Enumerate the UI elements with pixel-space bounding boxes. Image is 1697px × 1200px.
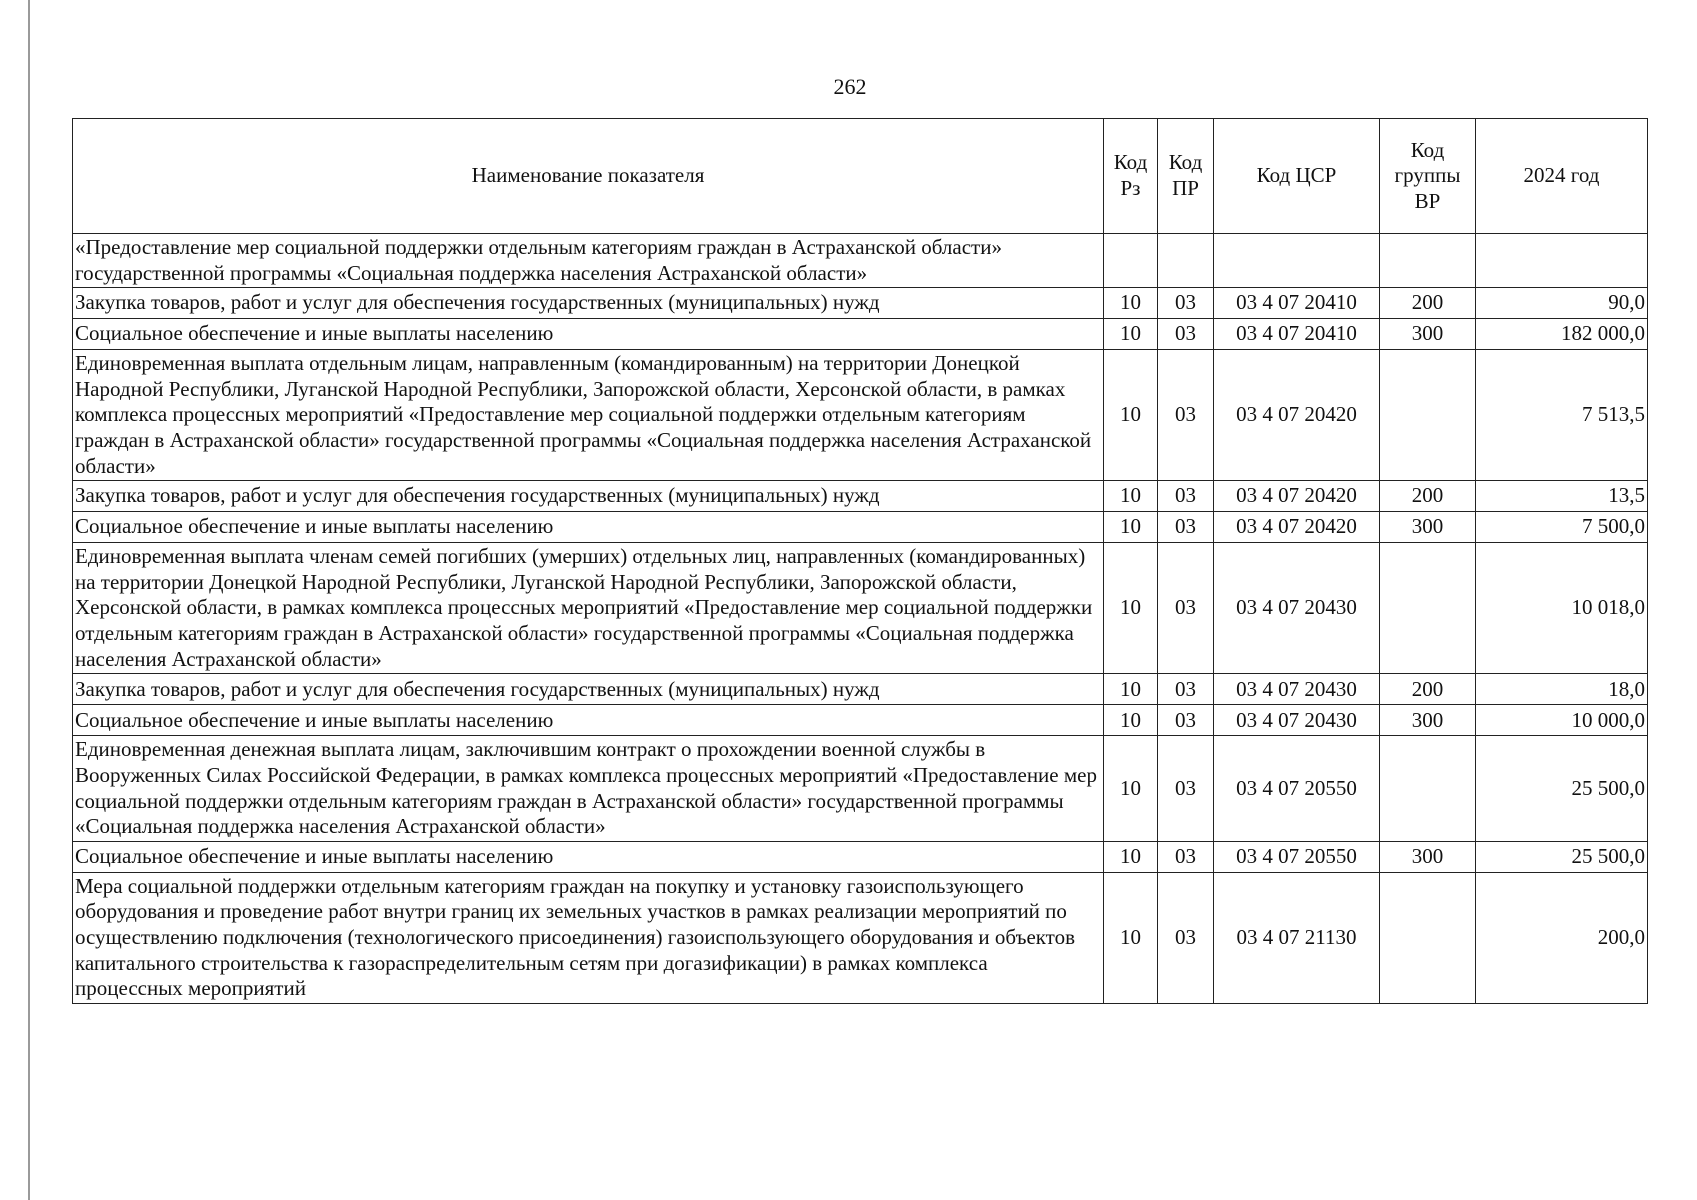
row-name-cell: Мера социальной поддержки отдельным категориям граждан на покупку и установку газоиспользующего оборудования и проведение работ внутри границ их земельных участков в рамках реализации мероприятий по осуществлению подключения (технологического присоединения) газоиспользующего оборудования и объектов капитального строительства к газораспределительным сетям при догазификации) в рамках комплекса процессных мероприятий bbox=[73, 872, 1104, 1003]
row-value-cell: 10 000,0 bbox=[1476, 705, 1648, 736]
row-value-cell: 25 500,0 bbox=[1476, 736, 1648, 841]
row-name-cell: Социальное обеспечение и иные выплаты населению bbox=[73, 705, 1104, 736]
table-row bbox=[73, 705, 1648, 736]
table-row bbox=[73, 350, 1648, 481]
row-csr-cell: 03 4 07 20420 bbox=[1214, 512, 1380, 543]
row-name-cell: Социальное обеспечение и иные выплаты населению bbox=[73, 841, 1104, 872]
row-csr-cell: 03 4 07 20410 bbox=[1214, 288, 1380, 319]
row-pr-cell: 03 bbox=[1158, 319, 1214, 350]
row-name-cell: «Предоставление мер социальной поддержки отдельным категориям граждан в Астраханской области» государственной программы «Социальная поддержка населения Астраханской области» bbox=[73, 234, 1104, 288]
row-pr-cell: 03 bbox=[1158, 674, 1214, 705]
row-name-cell: Единовременная выплата отдельным лицам, направленным (командированным) на территории Донецкой Народной Республики, Луганской Народной Республики, Запорожской области, Херсонской области, в рамках комплекса процессных мероприятий «Предоставление мер социальной поддержки отдельным категориям граждан в Астраханской области» государственной программы «Социальная поддержка населения Астраханской области» bbox=[73, 350, 1104, 481]
table-row bbox=[73, 674, 1648, 705]
table-row bbox=[73, 481, 1648, 512]
row-value-cell: 13,5 bbox=[1476, 481, 1648, 512]
row-rz-cell: 10 bbox=[1104, 872, 1158, 1003]
row-pr-cell: 03 bbox=[1158, 872, 1214, 1003]
row-name-cell: Социальное обеспечение и иные выплаты населению bbox=[73, 512, 1104, 543]
row-value-cell: 200,0 bbox=[1476, 872, 1648, 1003]
row-vr-cell: 300 bbox=[1380, 841, 1476, 872]
row-rz-cell: 10 bbox=[1104, 674, 1158, 705]
row-csr-cell: 03 4 07 20430 bbox=[1214, 543, 1380, 674]
row-rz-cell: 10 bbox=[1104, 841, 1158, 872]
row-csr-cell: 03 4 07 20550 bbox=[1214, 736, 1380, 841]
row-pr-cell: 03 bbox=[1158, 543, 1214, 674]
row-rz-cell: 10 bbox=[1104, 481, 1158, 512]
row-csr-cell: 03 4 07 20430 bbox=[1214, 705, 1380, 736]
row-pr-cell bbox=[1158, 234, 1214, 288]
row-value-cell bbox=[1476, 234, 1648, 288]
row-pr-cell: 03 bbox=[1158, 736, 1214, 841]
header-pr: Код ПР bbox=[1158, 119, 1214, 234]
row-csr-cell: 03 4 07 20420 bbox=[1214, 350, 1380, 481]
header-name: Наименование показателя bbox=[73, 119, 1104, 234]
row-value-cell: 25 500,0 bbox=[1476, 841, 1648, 872]
row-pr-cell: 03 bbox=[1158, 288, 1214, 319]
header-csr: Код ЦСР bbox=[1214, 119, 1380, 234]
row-pr-cell: 03 bbox=[1158, 841, 1214, 872]
budget-table bbox=[72, 118, 1648, 1004]
row-csr-cell: 03 4 07 20550 bbox=[1214, 841, 1380, 872]
row-rz-cell: 10 bbox=[1104, 736, 1158, 841]
row-rz-cell: 10 bbox=[1104, 543, 1158, 674]
header-year: 2024 год bbox=[1476, 119, 1648, 234]
page-margin-line bbox=[28, 0, 30, 1200]
row-value-cell: 18,0 bbox=[1476, 674, 1648, 705]
row-rz-cell: 10 bbox=[1104, 512, 1158, 543]
row-rz-cell: 10 bbox=[1104, 350, 1158, 481]
row-csr-cell: 03 4 07 21130 bbox=[1214, 872, 1380, 1003]
table-row bbox=[73, 319, 1648, 350]
table-row bbox=[73, 841, 1648, 872]
row-csr-cell: 03 4 07 20430 bbox=[1214, 674, 1380, 705]
row-value-cell: 7 513,5 bbox=[1476, 350, 1648, 481]
row-value-cell: 10 018,0 bbox=[1476, 543, 1648, 674]
row-pr-cell: 03 bbox=[1158, 512, 1214, 543]
table-row bbox=[73, 288, 1648, 319]
row-pr-cell: 03 bbox=[1158, 350, 1214, 481]
table-row bbox=[73, 543, 1648, 674]
row-name-cell: Закупка товаров, работ и услуг для обеспечения государственных (муниципальных) нужд bbox=[73, 674, 1104, 705]
row-name-cell: Единовременная денежная выплата лицам, заключившим контракт о прохождении военной службы в Вооруженных Силах Российской Федерации, в рамках комплекса процессных мероприятий «Предоставление мер социальной поддержки отдельным категориям граждан в Астраханской области» государственной программы «Социальная поддержка населения Астраханской области» bbox=[73, 736, 1104, 841]
row-value-cell: 7 500,0 bbox=[1476, 512, 1648, 543]
row-value-cell: 182 000,0 bbox=[1476, 319, 1648, 350]
row-vr-cell bbox=[1380, 736, 1476, 841]
row-vr-cell bbox=[1380, 350, 1476, 481]
row-rz-cell: 10 bbox=[1104, 705, 1158, 736]
row-value-cell: 90,0 bbox=[1476, 288, 1648, 319]
table-body bbox=[73, 234, 1648, 1004]
table-header bbox=[73, 119, 1648, 234]
page-number: 262 bbox=[833, 74, 867, 99]
row-vr-cell: 300 bbox=[1380, 705, 1476, 736]
row-name-cell: Единовременная выплата членам семей погибших (умерших) отдельных лиц, направленных (командированных) на территории Донецкой Народной Республики, Луганской Народной Республики, Запорожской области, Херсонской области, в рамках комплекса процессных мероприятий «Предоставление мер социальной поддержки отдельным категориям граждан в Астраханской области» государственной программы «Социальная поддержка населения Астраханской области» bbox=[73, 543, 1104, 674]
row-pr-cell: 03 bbox=[1158, 705, 1214, 736]
row-name-cell: Закупка товаров, работ и услуг для обеспечения государственных (муниципальных) нужд bbox=[73, 288, 1104, 319]
row-rz-cell bbox=[1104, 234, 1158, 288]
header-rz: Код Рз bbox=[1104, 119, 1158, 234]
table-row bbox=[73, 512, 1648, 543]
row-vr-cell: 300 bbox=[1380, 512, 1476, 543]
header-vr: Код группы ВР bbox=[1380, 119, 1476, 234]
row-csr-cell: 03 4 07 20420 bbox=[1214, 481, 1380, 512]
row-vr-cell bbox=[1380, 234, 1476, 288]
row-vr-cell: 200 bbox=[1380, 481, 1476, 512]
row-name-cell: Закупка товаров, работ и услуг для обеспечения государственных (муниципальных) нужд bbox=[73, 481, 1104, 512]
row-rz-cell: 10 bbox=[1104, 288, 1158, 319]
row-name-cell: Социальное обеспечение и иные выплаты населению bbox=[73, 319, 1104, 350]
table-row bbox=[73, 872, 1648, 1003]
row-vr-cell bbox=[1380, 872, 1476, 1003]
table-row bbox=[73, 736, 1648, 841]
row-pr-cell: 03 bbox=[1158, 481, 1214, 512]
row-rz-cell: 10 bbox=[1104, 319, 1158, 350]
row-vr-cell: 200 bbox=[1380, 674, 1476, 705]
table-row bbox=[73, 234, 1648, 288]
row-vr-cell bbox=[1380, 543, 1476, 674]
row-vr-cell: 200 bbox=[1380, 288, 1476, 319]
row-vr-cell: 300 bbox=[1380, 319, 1476, 350]
row-csr-cell bbox=[1214, 234, 1380, 288]
row-csr-cell: 03 4 07 20410 bbox=[1214, 319, 1380, 350]
